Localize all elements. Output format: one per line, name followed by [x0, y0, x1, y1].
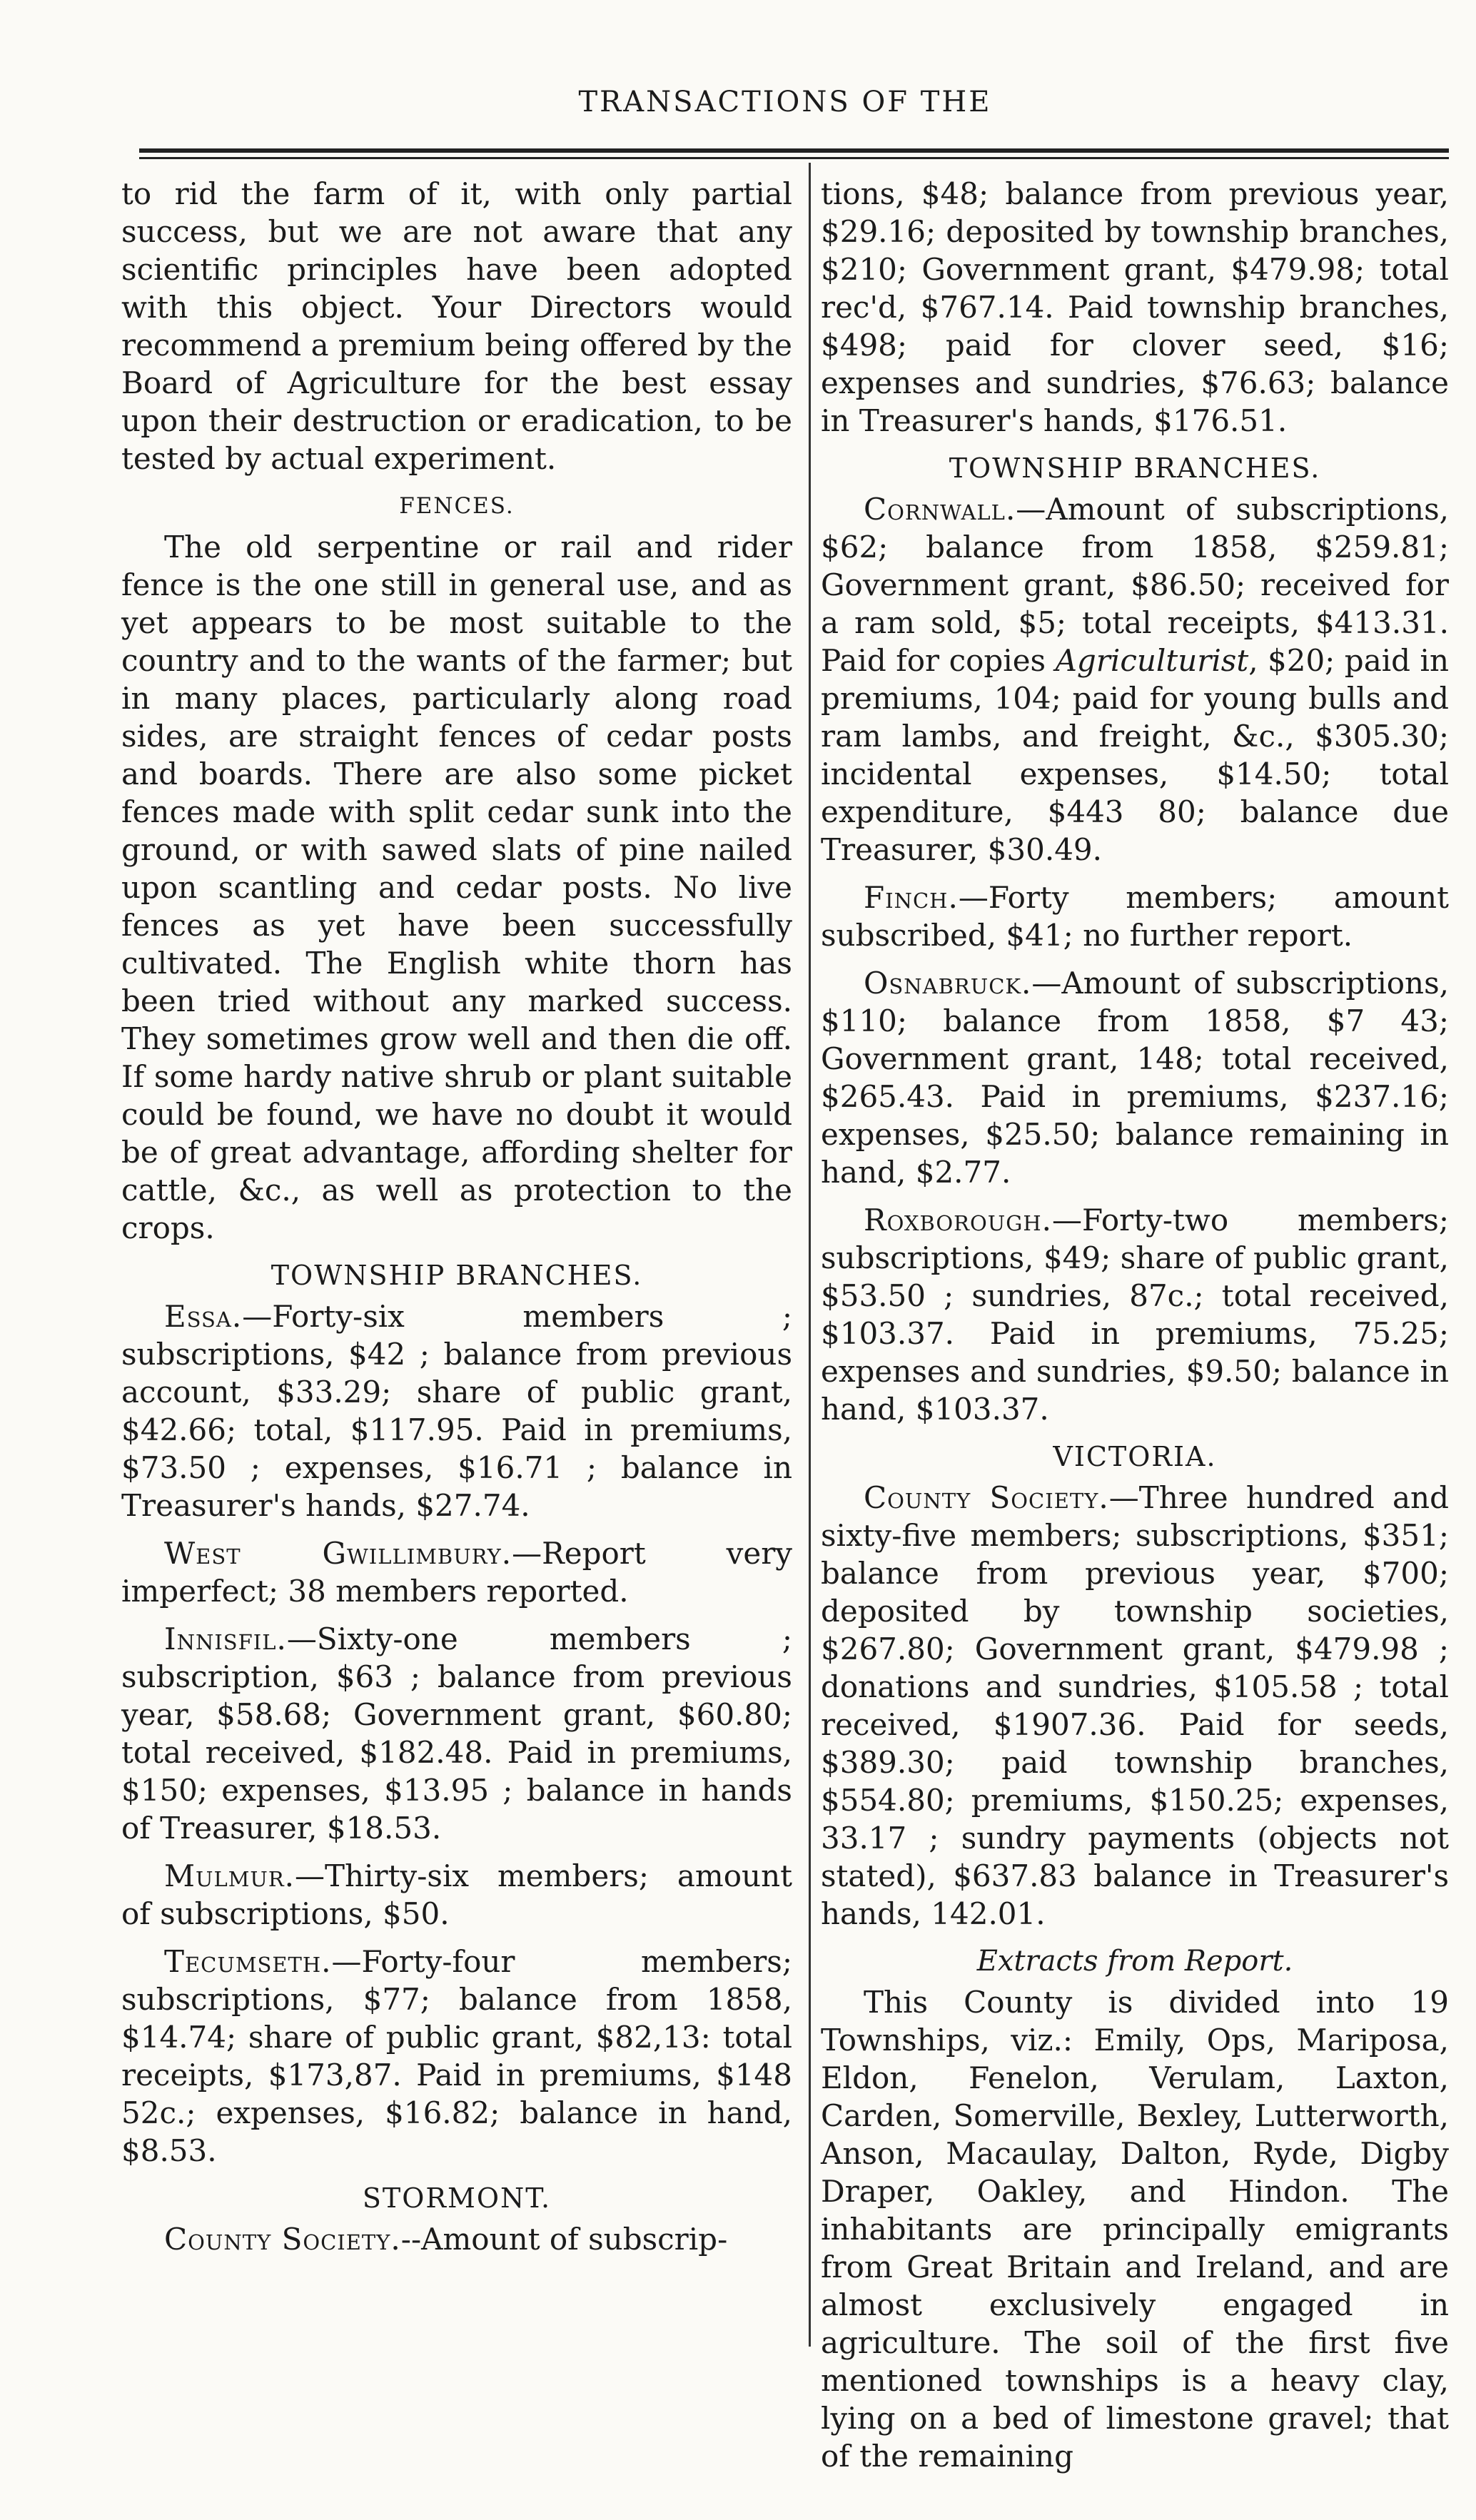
victoria-heading: VICTORIA.	[1053, 1441, 1217, 1472]
entry-name: Roxborough.	[864, 1203, 1053, 1238]
entry-name: Cornwall.	[864, 492, 1016, 527]
entry-name: West Gwillimbury.	[164, 1536, 512, 1571]
entry-mulmur	[121, 1857, 792, 1933]
intro-paragraph: to rid the farm of it, with only partial success, but we are not aware that any scientific principles have been adopted with this object. Your Directors would recommend a premium being offered by the Board of Agriculture for the best essay upon their destruction or eradication, to be tested by actual experiment.	[121, 176, 792, 476]
entry-name: Osnabruck.	[864, 966, 1032, 1001]
entry-stormont-county-society	[121, 2220, 792, 2258]
entry-essa	[121, 1297, 792, 1524]
fences-heading: FENCES.	[399, 493, 515, 519]
right-column	[821, 175, 1449, 2475]
entry-west-gwillimbury	[121, 1534, 792, 1610]
fences-paragraph: The old serpentine or rail and rider fence is the one still in general use, and as yet appears to be most suitable to the country and to the wants of the farmer; but in many places, particularly along road sides, are straight fences of cedar posts and boards. There are also some picket fences made with split cedar sunk into the ground, or with sawed slats of pine nailed upon scantling and cedar posts. No live fences as yet have been successfully cultivated. The English white thorn has been tried without any marked success. They sometimes grow well and then die off. If some hardy native shrub or plant suitable could be found, we have no doubt it would be of great advantage, affording shelter for cattle, &c., as well as protection to the crops.	[121, 530, 792, 1245]
entry-victoria-county-society	[821, 1479, 1449, 1933]
entry-text: —Three hundred and sixty-five members; subscriptions, $351; balance from previous year, $700; deposited by township societies, $267.80; Government grant, $479.98 ; donations and sundries, $105.58 ; total received, $1907.36. Paid for seeds, $389.30; paid township branches, $554.80; premiums, $150.25; expenses, 33.17 ; sundry payments (objects not stated), $637.83 balance in Treasurer's hands, 142.01.	[821, 1480, 1449, 1931]
entry-text: —Report very imperfect; 38 members reported.	[121, 1536, 792, 1609]
entry-text-continued: , $20; paid in premiums, 104; paid for young bulls and ram lambs, and freight, &c., $305.30; incidental expenses, $14.50; total expenditure, $443 80; balance due Treasurer, $30.49.	[821, 643, 1449, 867]
entry-text: --Amount of subscrip-	[400, 2222, 728, 2257]
entry-name: Innisfil.	[164, 1621, 287, 1656]
entry-text: —Amount of subscriptions, $62; balance from 1858, $259.81; Government grant, $86.50; received for a ram sold, $5; total receipts, $413.31. Paid for copies	[821, 492, 1449, 678]
column-divider	[809, 163, 811, 2347]
entry-tecumseth	[121, 1943, 792, 2170]
continuation-paragraph: tions, $48; balance from previous year, $29.16; deposited by township branches, $210; Government grant, $479.98; total rec'd, $767.14. Paid township branches, $498; paid for clover seed, $16; expenses and sundries, $76.63; balance in Treasurer's hands, $176.51.	[821, 176, 1449, 438]
left-column	[121, 175, 792, 2258]
header-rule-thin	[139, 157, 1449, 159]
entry-text: —Forty-six members ; subscriptions, $42 ; balance from previous account, $33.29; share of public grant, $42.66; total, $117.95. Paid in premiums, $73.50 ; expenses, $16.71 ; balance in Treasurer's hands, $27.74.	[121, 1299, 792, 1523]
entry-text: —Forty-two members; subscriptions, $49; share of public grant, $53.50 ; sundries, 87c.; total received, $103.37. Paid in premiums, 75.25; expenses and sundries, $9.50; balance in hand, $103.37.	[821, 1203, 1449, 1427]
header-rule-thick	[139, 148, 1449, 153]
extracts-heading: Extracts from Report.	[976, 1945, 1293, 1978]
township-branches-heading: TOWNSHIP BRANCHES.	[271, 1260, 643, 1291]
entry-cornwall	[821, 490, 1449, 869]
entry-name: Tecumseth.	[164, 1944, 332, 1979]
entry-text: —Sixty-one members ; subscription, $63 ; balance from previous year, $58.68; Government grant, $60.80; total received, $182.48. Paid in premiums, $150; expenses, $13.95 ; balance in hands of Treasurer, $18.53.	[121, 1621, 792, 1846]
entry-text: —Forty-four members; subscriptions, $77; balance from 1858, $14.74; share of public grant, $82,13: total receipts, $173,87. Paid in premiums, $148 52c.; expenses, $16.82; balance in hand, $8.53.	[121, 1944, 792, 2168]
entry-text: —Amount of subscriptions, $110; balance from 1858, $7 43; Government grant, 148; total received, $265.43. Paid in premiums, $237.16; expenses, $25.50; balance remaining in hand, $2.77.	[821, 966, 1449, 1190]
entry-roxborough	[821, 1201, 1449, 1428]
entry-italic-title: Agriculturist	[1055, 643, 1249, 678]
entry-innisfil	[121, 1620, 792, 1847]
running-header: TRANSACTIONS OF THE	[578, 86, 992, 118]
entry-name: County Society.	[864, 1480, 1109, 1515]
entry-name: Mulmur.	[164, 1858, 295, 1893]
township-branches-heading: TOWNSHIP BRANCHES.	[949, 452, 1321, 484]
entry-name: Finch.	[864, 880, 959, 915]
entry-name: Essa.	[164, 1299, 243, 1334]
entry-finch	[821, 879, 1449, 954]
stormont-heading: STORMONT.	[362, 2182, 552, 2214]
extracts-paragraph: This County is divided into 19 Townships, viz.: Emily, Ops, Mariposa, Eldon, Fenelon, Verulam, Laxton, Carden, Somerville, Bexley, Lutterworth, Anson, Macaulay, Dalton, Ryde, Digby Draper, Oakley, and Hindon. The inhabitants are principally emigrants from Great Britain and Ireland, and are almost exclusively engaged in agriculture. The soil of the first five mentioned townships is a heavy clay, lying on a bed of limestone gravel; that of the remaining	[821, 1985, 1449, 2474]
entry-osnabruck	[821, 964, 1449, 1191]
entry-text: —Forty members; amount subscribed, $41; no further report.	[821, 880, 1449, 953]
entry-name: County Society.	[164, 2222, 401, 2257]
entry-text: —Thirty-six members; amount of subscriptions, $50.	[121, 1858, 792, 1931]
